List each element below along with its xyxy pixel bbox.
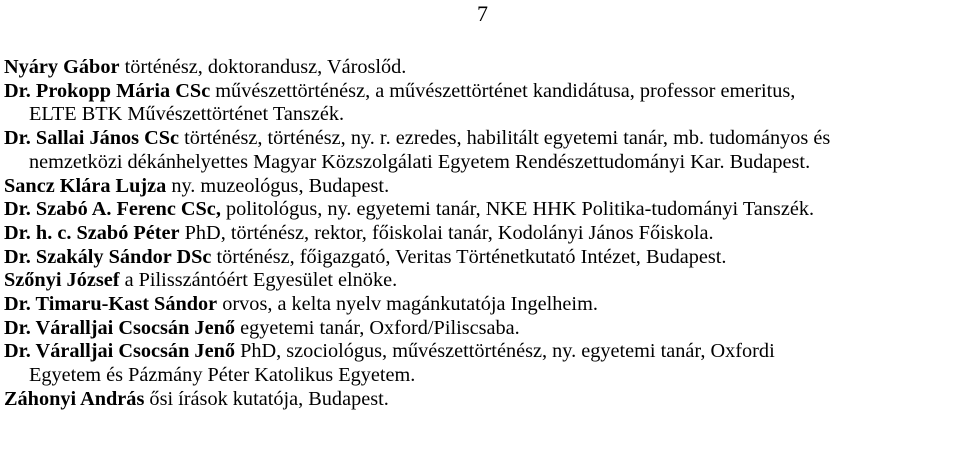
contributor-name: Dr. Prokopp Mária CSc [4,79,211,102]
entry-line [4,198,956,222]
contributor-description: történész, történész, ny. r. ezredes, habilitált egyetemi tanár, mb. tudományos és [184,127,831,150]
entry-line [4,127,956,151]
contributor-description: a Pilisszántóért Egyesület elnöke. [124,269,398,292]
contributor-entry [4,388,956,412]
contributor-description: PhD, történész, rektor, főiskolai tanár, Kodolányi János Főiskola. [184,221,714,244]
contributor-description: PhD, szociológus, művészettörténész, ny. egyetemi tanár, Oxfordi [240,340,775,363]
contributor-entry [4,198,956,222]
contributor-entry [4,175,956,199]
contributor-name: Dr. Sallai János CSc [4,127,180,150]
contributor-name: Dr. Szakály Sándor DSc [4,245,212,268]
entry-line [4,56,956,80]
entry-line [4,388,956,412]
contributor-entry [4,246,956,270]
entry-continuation-line: ELTE BTK Művészettörténet Tanszék. [29,103,345,126]
contributor-name: Dr. Váralljai Csocsán Jenő [4,340,235,363]
contributor-name: Záhonyi András [4,387,145,410]
contributor-name: Nyáry Gábor [4,56,120,78]
entry-line [4,317,956,341]
contributor-entry [4,340,956,387]
contributor-name: Dr. Szabó A. Ferenc CSc, [4,198,221,221]
entry-continuation-line: Egyetem és Pázmány Péter Katolikus Egyetem. [29,364,416,387]
contributor-description: történész, főigazgató, Veritas Történetkutató Intézet, Budapest. [216,245,727,268]
contributor-description: művészettörténész, a művészettörténet kandidátusa, professor emeritus, [215,79,796,102]
contributor-description: ősi írások kutatója, Budapest. [149,387,389,410]
contributor-entry [4,80,956,127]
contributor-description: ny. muzeológus, Budapest. [171,174,390,197]
contributor-entry [4,269,956,293]
contributor-entry [4,293,956,317]
contributor-description: egyetemi tanár, Oxford/Piliscsaba. [240,316,520,339]
contributor-description: politológus, ny. egyetemi tanár, NKE HHK Politika-tudományi Tanszék. [225,198,815,221]
contributor-name: Dr. Timaru-Kast Sándor [4,293,218,316]
entry-line [4,340,956,364]
entry-continuation-line: nemzetközi dékánhelyettes Magyar Közszolgálati Egyetem Rendészettudományi Kar. Budapest. [29,150,811,173]
contributor-name: Szőnyi József [4,269,120,292]
entry-line [4,246,956,270]
contributor-name: Dr. h. c. Szabó Péter [4,221,180,244]
page-number: 7 [477,1,488,26]
contributor-name: Sancz Klára Lujza [4,174,167,197]
entry-line [4,80,956,104]
contributor-entry [4,127,956,174]
contributor-list [4,56,956,412]
contributor-description: orvos, a kelta nyelv magánkutatója Ingelheim. [222,293,598,316]
contributor-name: Dr. Váralljai Csocsán Jenő [4,316,235,339]
contributor-entry [4,222,956,246]
entry-line [4,222,956,246]
entry-line [4,293,956,317]
contributor-entry [4,317,956,341]
contributor-entry [4,56,956,80]
entry-line [4,269,956,293]
contributor-description: történész, doktorandusz, Városlőd. [124,56,407,78]
entry-line [4,175,956,199]
